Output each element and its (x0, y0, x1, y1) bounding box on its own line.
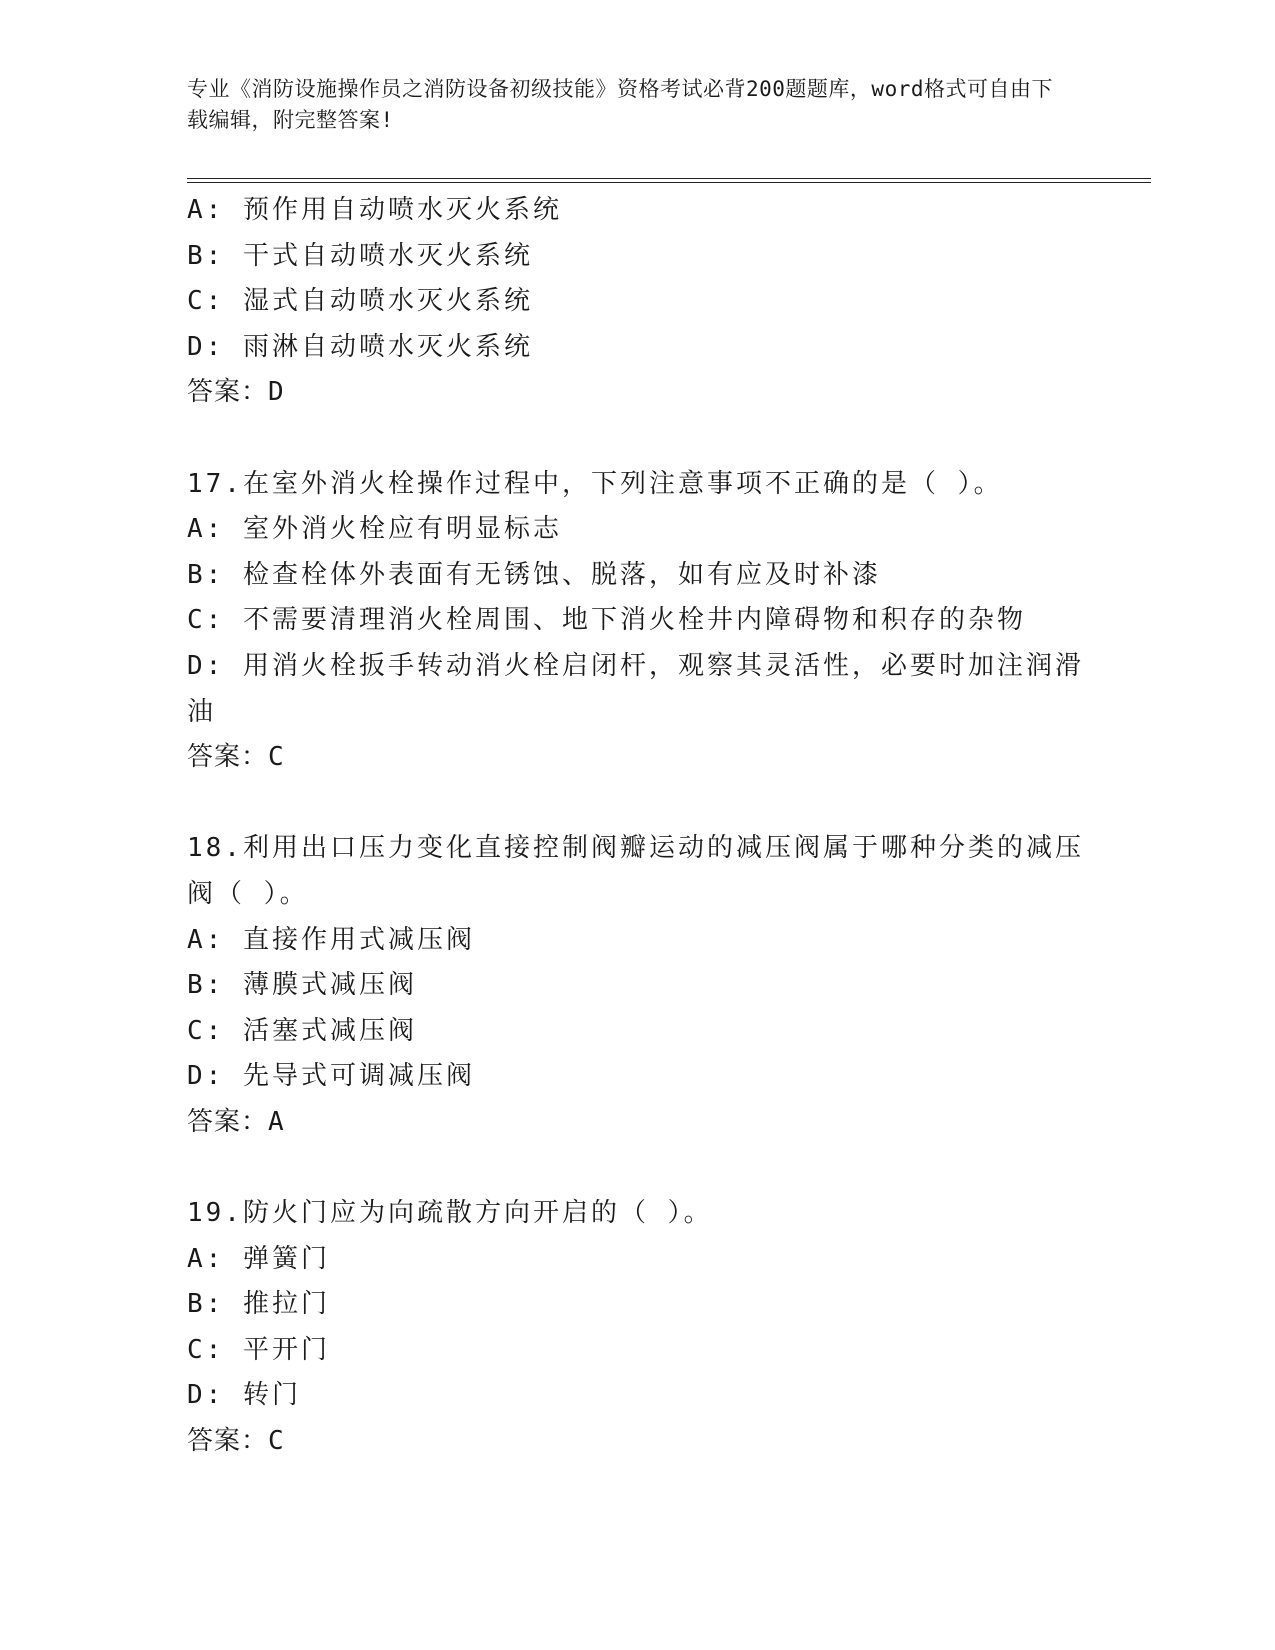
option-b: B: 检查栓体外表面有无锈蚀、脱落，如有应及时补漆 (187, 559, 881, 590)
option-c: C: 湿式自动喷水灭火系统 (187, 286, 533, 317)
question-17 (187, 462, 1087, 781)
answer: 答案：D (187, 377, 285, 408)
option-d: D: 用消火栓扳手转动消火栓启闭杆，观察其灵活性，必要时加注润滑油 (187, 650, 1084, 727)
question-list (187, 188, 1087, 1465)
option-c: C: 平开门 (187, 1334, 330, 1365)
header-title: 专业《消防设施操作员之消防设备初级技能》资格考试必背200题题库，word格式可自由下载编辑，附完整答案! (187, 77, 1053, 132)
answer: 答案：C (187, 742, 285, 773)
question-18 (187, 826, 1087, 1145)
option-a: A: 预作用自动喷水灭火系统 (187, 195, 562, 225)
option-a: A: 直接作用式减压阀 (187, 924, 475, 955)
answer: 答案：C (187, 1426, 285, 1457)
option-b: B: 干式自动喷水灭火系统 (187, 240, 533, 271)
question-16 (187, 188, 1087, 416)
header-rule-bottom (187, 182, 1151, 183)
option-a: A: 室外消火栓应有明显标志 (187, 514, 562, 545)
question-19 (187, 1191, 1087, 1465)
page-header (187, 74, 1067, 136)
spacer (187, 416, 1087, 462)
header-rule-top (187, 178, 1151, 179)
option-d: D: 雨淋自动喷水灭火系统 (187, 331, 533, 362)
spacer (187, 1145, 1087, 1191)
question-text: 18.利用出口压力变化直接控制阀瓣运动的减压阀属于哪种分类的减压阀（ ）。 (187, 833, 1084, 909)
option-b: B: 推拉门 (187, 1289, 330, 1320)
option-b: B: 薄膜式减压阀 (187, 970, 417, 1001)
question-text: 17.在室外消火栓操作过程中，下列注意事项不正确的是（ ）。 (187, 468, 1003, 499)
answer: 答案：A (187, 1106, 285, 1137)
spacer (187, 781, 1087, 827)
option-d: D: 转门 (187, 1380, 301, 1411)
option-d: D: 先导式可调减压阀 (187, 1061, 475, 1092)
question-text: 19.防火门应为向疏散方向开启的（ ）。 (187, 1198, 713, 1229)
option-c: C: 不需要清理消火栓周围、地下消火栓井内障碍物和积存的杂物 (187, 605, 1026, 636)
option-c: C: 活塞式减压阀 (187, 1015, 417, 1046)
option-a: A: 弹簧门 (187, 1243, 330, 1274)
